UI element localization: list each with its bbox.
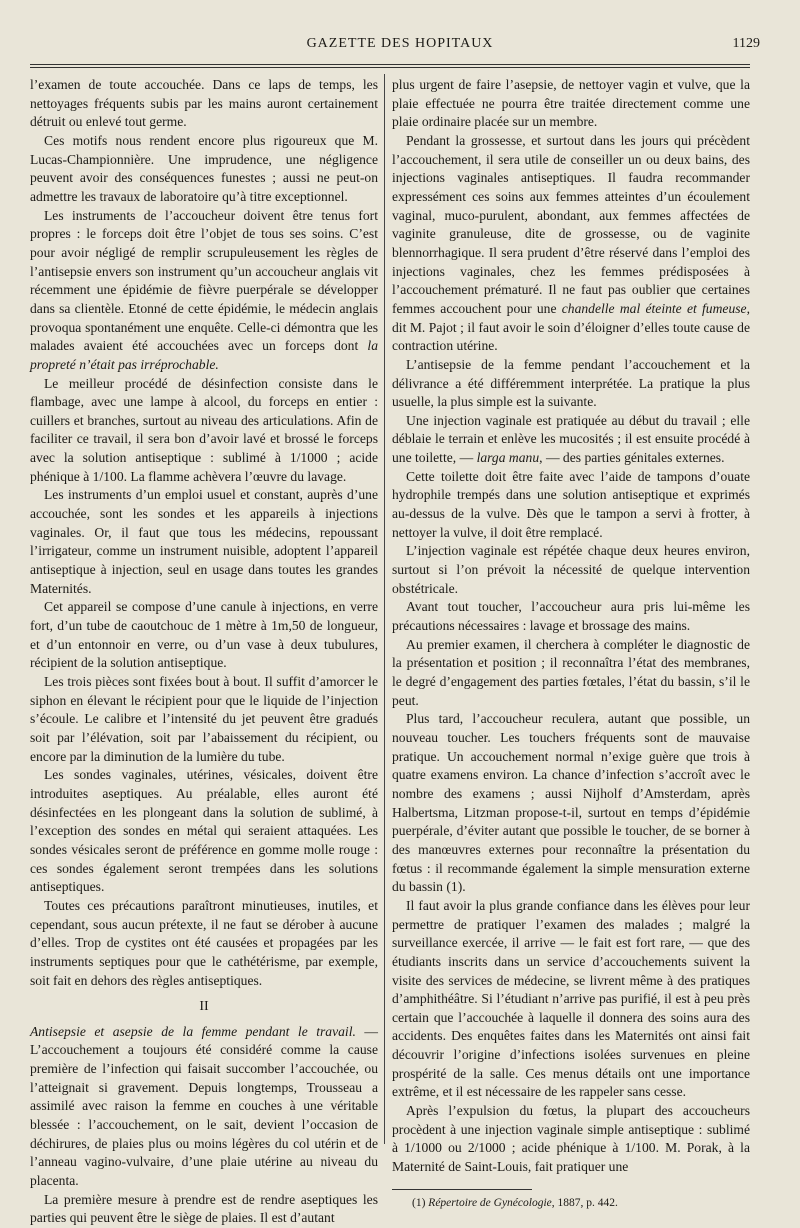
italic-phrase: larga manu — [476, 450, 540, 466]
paragraph: Après l’expulsion du fœtus, la plupart des accoucheurs procèdent à une injection vaginale simple antiseptique : sublimé à 1/1000 ou 2/1000 ; acide phénique à 1/100. M. Porak, à la Maternité de Saint-Louis, fait pratiquer une — [392, 1103, 750, 1175]
page-number: 1129 — [732, 36, 760, 51]
header-rule-top — [30, 64, 750, 65]
paragraph: plus urgent de faire l’asepsie, de nettoyer vagin et vulve, que la plaie effectuée ne pourra être traitée directement comme une plaie ordinaire placée sur un membre. — [392, 77, 750, 130]
page-header — [0, 36, 800, 60]
paragraph: Le meilleur procédé de désinfection consiste dans le flambage, avec une lampe à alcool, du forceps en entier : cuillers et branches, surtout au niveau des articulations. Afin de faciliter ce travail, il sera bon d’avoir lavé et brossé le forceps avec la solution antiseptique : sublimé à 1/1000 ; acide phénique à 1/100. La flamme achèvera l’œuvre du lavage. — [30, 375, 378, 484]
running-title: GAZETTE DES HOPITAUX — [306, 36, 494, 51]
footnote-marker: (1) — [412, 1196, 426, 1209]
paragraph: Avant tout toucher, l’accoucheur aura pris lui-même les précautions nécessaires : lavage et brossage des mains. — [392, 599, 750, 634]
paragraph-text: , dit M. Pajot ; il faut avoir le soin d’éloigner d’elles toute cause de contraction utérine. — [392, 300, 750, 354]
paragraph: Les sondes vaginales, utérines, vésicales, doivent être introduites aseptiques. Au préalable, elles auront été désinfectées en les plongeant dans la solution de sublimé, à l’exception des sondes en métal qui seraient attaquées. Les sondes vésicales seront de préférence en gomme molle rouge : ces sondes également seront trempées dans les solutions antiseptiques. — [30, 767, 378, 895]
paragraph: La première mesure à prendre est de rendre aseptiques les parties qui peuvent être le siège de plaies. Il est d’autant — [30, 1191, 378, 1226]
paragraph: Cette toilette doit être faite avec l’aide de tampons d’ouate hydrophile trempés dans une solution antiseptique et exprimés au-dessus de la vulve. Dès que le tampon a servi à frotter, à nettoyer la vulve, il doit être remplacé. — [392, 468, 750, 540]
paragraph-text: — L’accouchement a toujours été considéré comme la cause première de l’infection qui faisait succomber l’accouchée, ou l’atteignait si gravement. Depuis longtemps, Trousseau a assimilé avec raison la femme en couches à une véritable blessée : l’accouchement, on le sait, devient l’occasion de déchirures, de plaies plus ou moins légères du col utérin et de l’anneau vagino-vulvaire, d’une plaie utérine au niveau du placenta. — [30, 1023, 378, 1189]
paragraph-text: Pendant la grossesse, et surtout dans les jours qui précèdent l’accouchement, il sera utile de conseiller un ou deux bains, des injections vaginales antiseptiques. Il faudra recommander expressément ces soins aux femmes atteintes d’un écoulement vaginal, muco-purulent, abondant, aux femmes affectées de vaginite granuleuse, dite de grossesse, ou de vaginite blennorrhagique. Il sera prudent d’être réservé dans l’emploi des injections vaginales, chez les femmes prédisposées à l’accouchement prématuré. Il ne faut pas oublier que certaines femmes accouchent pour une — [392, 132, 750, 316]
paragraph-text: Les instruments de l’accoucheur doivent être tenus fort propres : le forceps doit être l’objet de tous ses soins. C’est pour avoir négligé de remplir scrupuleusement les règles de l’antisepsie envers son instrument qu’un accoucheur anglais vit récemment une épidémie de fièvre puerpérale se développer dans sa clientèle. Etonné de cette épidémie, le médecin anglais provoqua spontanément une enquête. Celle-ci démontra que les malades avaient été accouchées avec un forceps dont — [30, 207, 378, 354]
paragraph: Ces motifs nous rendent encore plus rigoureux que M. Lucas-Championnière. Une imprudence, une négligence peuvent avoir des conséquences funestes ; aussi ne peut-on admettre les travaux de laboratoire qu’à titre exceptionnel. — [30, 132, 378, 204]
paragraph — [392, 132, 750, 356]
paragraph: Au premier examen, il cherchera à compléter le diagnostic de la présentation et position ; il reconnaîtra l’état des membranes, le degré d’engagement des parties fœtales, l’état du bassin, s’il le peut. — [392, 636, 750, 708]
section-number: II — [199, 999, 209, 1015]
left-column — [30, 76, 378, 1228]
paragraph: L’injection vaginale est répétée chaque deux heures environ, surtout si l’on prévoit la nécessité de quelque intervention obstétricale. — [392, 543, 750, 596]
footnote-rule — [392, 1189, 532, 1190]
section-subtitle: Antisepsie et asepsie de la femme pendant le travail. — [30, 1023, 356, 1039]
italic-phrase: chandelle mal éteinte et fumeuse — [561, 300, 747, 316]
paragraph: L’antisepsie de la femme pendant l’accouchement et la délivrance a été différemment interprétée. La pratique la plus usuelle, la plus simple est la suivante. — [392, 356, 750, 410]
paragraph-text: , — des parties génitales externes. — [539, 450, 725, 466]
footnote-text: , 1887, p. 442. — [551, 1196, 618, 1209]
paragraph: Cet appareil se compose d’une canule à injections, en verre fort, d’un tube de caoutchouc de 1 mètre à 1m,50 de longueur, et d’un entonnoir en verre, ou d’un vase à deux tubulures, récipient de la solution antiseptique. — [30, 599, 378, 671]
paragraph: Il faut avoir la plus grande confiance dans les élèves pour leur permettre de pratiquer l’examen des malades ; malgré la surveillance exercée, il arrive — le fait est fort rare, — que des étudiants inscrits dans un service d’accouchements suivent la visite des services de médecine, se livrent même à des pratiques d’amphithéâtre. Si l’étudiant n’arrive pas purifié, il est à peu près certain que l’accouchée à laquelle il donnera des soins aura des accidents. Des enquêtes faites dans les Maternités ont ainsi fait découvrir l’origine d’infections isolées survenues en pleine prospérité de la salle. Ces menus détails ont une importance extrême, et il est nécessaire de les rappeler sans cesse. — [392, 897, 750, 1100]
paragraph: Toutes ces précautions paraîtront minutieuses, inutiles, et cependant, sous aucun prétexte, il ne faut se dérober à aucune d’elles. Trop de cystites ont été causées et propagées par les instruments septiques pour que le cathétérisme, par exemple, soit fait en dehors des règles antiseptiques. — [30, 897, 378, 988]
column-divider — [384, 74, 385, 1144]
paragraph — [30, 1023, 378, 1191]
paragraph — [30, 207, 378, 375]
paragraph: l’examen de toute accouchée. Dans ce laps de temps, les nettoyages fréquents subis par les mains auront certainement détruit ou enlevé tout germe. — [30, 77, 378, 130]
footnote — [392, 1196, 750, 1210]
footnote-journal: Répertoire de Gynécologie — [428, 1196, 552, 1209]
italic-phrase: la propreté n’était pas irréprochable. — [30, 338, 378, 372]
paragraph: Les instruments d’un emploi usuel et constant, auprès d’une accouchée, sont les sondes et les appareils à injections vaginales. Or, il faut que tous les médecins, repoussant l’irrigateur, comme un instrument nuisible, adoptent l’appareil antiseptique à injection, seul en usage dans toutes les grandes Maternités. — [30, 487, 378, 596]
paragraph: Les trois pièces sont fixées bout à bout. Il suffit d’amorcer le siphon en élevant le récipient pour que le liquide de l’injection s’écoule. Le calibre et l’intensité du jet peuvent être gradués soit par l’élévation, soit par l’abaissement du récipient, ou encore par la diminution de la lumière du tube. — [30, 674, 378, 764]
paragraph: Plus tard, l’accoucheur reculera, autant que possible, un nouveau toucher. Les touchers fréquents sont de mauvaise pratique. Un accouchement normal n’exige guère que trois à quatre examens environ. La chance d’infection s’accroît avec le nombre des examens ; aussi Nijholf d’Amsterdam, après Halbertsma, Litzman propose-t-il, surtout en temps d’épidémie puerpérale, d’éviter autant que possible le toucher, de se borner à des manœuvres externes pour reconnaître la présentation du fœtus : il recommande également la simple mensuration externe du bassin (1). — [392, 711, 750, 895]
right-column — [392, 76, 750, 1210]
paragraph-text: Une injection vaginale est pratiquée au début du travail ; elle déblaie le terrain et enlève les mucosités ; il est ensuite procédé à une toilette, — — [392, 412, 750, 466]
header-rule-bottom — [30, 67, 750, 68]
paragraph — [392, 412, 750, 468]
